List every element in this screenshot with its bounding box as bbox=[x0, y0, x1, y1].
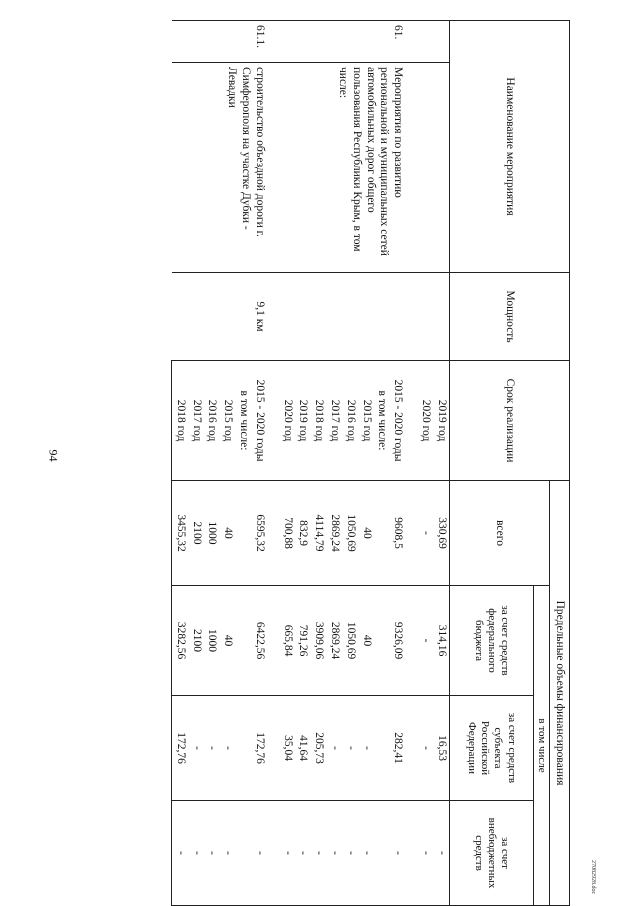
period-cell: 2015 - 2020 годы bbox=[251, 361, 267, 481]
empty-name-cell bbox=[417, 63, 433, 273]
period-cell: 2018 год bbox=[310, 361, 326, 481]
extra-cell: - bbox=[310, 801, 326, 906]
subject-cell: - bbox=[358, 696, 374, 801]
spacer-cell bbox=[405, 481, 417, 586]
rotated-page bbox=[65, 20, 570, 905]
extra-cell: - bbox=[295, 801, 311, 906]
spacer-row bbox=[267, 21, 279, 906]
total-cell: 4114,79 bbox=[310, 481, 326, 586]
spacer-cell bbox=[405, 361, 417, 481]
spacer-cell bbox=[405, 801, 417, 906]
empty-num-cell bbox=[433, 21, 449, 63]
federal-cell: 6422,56 bbox=[251, 586, 267, 696]
incl-label-cell: в том числе: bbox=[374, 361, 390, 481]
page-number: 94 bbox=[46, 449, 61, 462]
item-number-cell: 61. bbox=[279, 21, 405, 63]
empty-cell bbox=[374, 586, 390, 696]
period-cell: 2015 год bbox=[358, 361, 374, 481]
empty-cell bbox=[235, 481, 251, 586]
extra-cell: - bbox=[326, 801, 342, 906]
federal-cell: - bbox=[417, 586, 433, 696]
empty-cell bbox=[374, 801, 390, 906]
period-cell: 2015 - 2020 годы bbox=[389, 361, 405, 481]
federal-cell: 40 bbox=[358, 586, 374, 696]
period-cell: 2016 год bbox=[204, 361, 220, 481]
period-cell: 2017 год bbox=[326, 361, 342, 481]
header-capacity: Мощность bbox=[449, 273, 569, 361]
empty-cell bbox=[235, 801, 251, 906]
federal-cell: 40 bbox=[219, 586, 235, 696]
total-cell: 9608,5 bbox=[389, 481, 405, 586]
spacer-cell bbox=[405, 273, 417, 361]
total-cell: 1000 bbox=[204, 481, 220, 586]
period-cell: 2019 год bbox=[295, 361, 311, 481]
total-cell: 832,9 bbox=[295, 481, 311, 586]
federal-cell: 3282,56 bbox=[172, 586, 188, 696]
incl-label-cell: в том числе: bbox=[235, 361, 251, 481]
federal-cell: 791,26 bbox=[295, 586, 311, 696]
spacer-cell bbox=[267, 801, 279, 906]
federal-cell: 2869,24 bbox=[326, 586, 342, 696]
header-name: Наименование мероприятия bbox=[449, 21, 569, 273]
subject-cell: 282,41 bbox=[389, 696, 405, 801]
extra-cell: - bbox=[417, 801, 433, 906]
period-cell: 2020 год bbox=[417, 361, 433, 481]
federal-cell: 1050,69 bbox=[342, 586, 358, 696]
extra-cell: - bbox=[172, 801, 188, 906]
subject-cell: - bbox=[417, 696, 433, 801]
header-subject: за счет средств субъекта Российской Федерации bbox=[449, 696, 533, 801]
total-cell: 2869,24 bbox=[326, 481, 342, 586]
total-cell: 3455,32 bbox=[172, 481, 188, 586]
empty-name-cell bbox=[433, 63, 449, 273]
total-cell: 700,88 bbox=[279, 481, 295, 586]
total-cell: 40 bbox=[219, 481, 235, 586]
header-extra: за счет внебюджетных средств bbox=[449, 801, 533, 906]
federal-cell: 3909,06 bbox=[310, 586, 326, 696]
period-cell: 2017 год bbox=[188, 361, 204, 481]
federal-cell: 9326,09 bbox=[389, 586, 405, 696]
extra-cell: - bbox=[251, 801, 267, 906]
total-cell: - bbox=[417, 481, 433, 586]
subject-cell: 205,73 bbox=[310, 696, 326, 801]
header-period: Срок реализации bbox=[449, 361, 569, 481]
period-cell: 2018 год bbox=[172, 361, 188, 481]
subject-cell: 35,04 bbox=[279, 696, 295, 801]
spacer-cell bbox=[405, 696, 417, 801]
federal-cell: 1000 bbox=[204, 586, 220, 696]
subject-cell: - bbox=[326, 696, 342, 801]
spacer-cell bbox=[405, 63, 417, 273]
subject-cell: - bbox=[219, 696, 235, 801]
federal-cell: 314,16 bbox=[433, 586, 449, 696]
total-cell: 40 bbox=[358, 481, 374, 586]
federal-cell: 2100 bbox=[188, 586, 204, 696]
extra-cell: - bbox=[279, 801, 295, 906]
table-row bbox=[417, 21, 433, 906]
empty-cell bbox=[235, 696, 251, 801]
extra-cell: - bbox=[358, 801, 374, 906]
header-federal: за счет средств федерального бюджета bbox=[449, 586, 533, 696]
period-cell: 2020 год bbox=[279, 361, 295, 481]
subject-cell: 172,76 bbox=[251, 696, 267, 801]
subject-cell: 41,64 bbox=[295, 696, 311, 801]
subject-cell: - bbox=[342, 696, 358, 801]
subject-cell: 172,76 bbox=[172, 696, 188, 801]
spacer-cell bbox=[405, 21, 417, 63]
extra-cell: - bbox=[204, 801, 220, 906]
total-cell: 1050,69 bbox=[342, 481, 358, 586]
spacer-cell bbox=[267, 481, 279, 586]
total-cell: 330,69 bbox=[433, 481, 449, 586]
header-financing: Предельные объемы финансирования bbox=[550, 481, 570, 906]
subject-cell: 16,53 bbox=[433, 696, 449, 801]
spacer-cell bbox=[267, 696, 279, 801]
empty-cell bbox=[374, 696, 390, 801]
financing-table bbox=[171, 20, 570, 906]
spacer-cell bbox=[267, 361, 279, 481]
spacer-row bbox=[405, 21, 417, 906]
item-total-row bbox=[389, 21, 405, 906]
table-header bbox=[449, 21, 569, 906]
item-name-cell: Мероприятия по развитию региональной и муниципальных сетей автомобильных дорог общего пользования Республики Крым, в том числе: bbox=[279, 63, 405, 273]
table-body bbox=[172, 21, 450, 906]
item-total-row bbox=[251, 21, 267, 906]
subject-cell: - bbox=[188, 696, 204, 801]
extra-cell: - bbox=[389, 801, 405, 906]
spacer-cell bbox=[267, 63, 279, 273]
capacity-cell: 9,1 км bbox=[172, 273, 267, 361]
spacer-cell bbox=[267, 273, 279, 361]
item-number-cell: 61.1. bbox=[172, 21, 267, 63]
document-id: 27082928.doc bbox=[590, 860, 596, 895]
total-cell: 2100 bbox=[188, 481, 204, 586]
extra-cell: - bbox=[433, 801, 449, 906]
empty-capacity-cell bbox=[417, 273, 433, 361]
item-name-cell: строительство объездной дороги г. Симферополя на участке Дубки - Левадки bbox=[172, 63, 267, 273]
empty-cell bbox=[235, 586, 251, 696]
period-cell: 2019 год bbox=[433, 361, 449, 481]
header-total: всего bbox=[449, 481, 549, 586]
period-cell: 2016 год bbox=[342, 361, 358, 481]
table-row bbox=[433, 21, 449, 906]
spacer-cell bbox=[405, 586, 417, 696]
period-cell: 2015 год bbox=[219, 361, 235, 481]
total-cell: 6595,32 bbox=[251, 481, 267, 586]
spacer-cell bbox=[267, 21, 279, 63]
spacer-cell bbox=[267, 586, 279, 696]
extra-cell: - bbox=[342, 801, 358, 906]
subject-cell: - bbox=[204, 696, 220, 801]
extra-cell: - bbox=[219, 801, 235, 906]
extra-cell: - bbox=[188, 801, 204, 906]
empty-cell bbox=[374, 481, 390, 586]
header-incl: в том числе bbox=[533, 586, 549, 906]
empty-num-cell bbox=[417, 21, 433, 63]
capacity-cell bbox=[279, 273, 405, 361]
federal-cell: 665,84 bbox=[279, 586, 295, 696]
empty-capacity-cell bbox=[433, 273, 449, 361]
